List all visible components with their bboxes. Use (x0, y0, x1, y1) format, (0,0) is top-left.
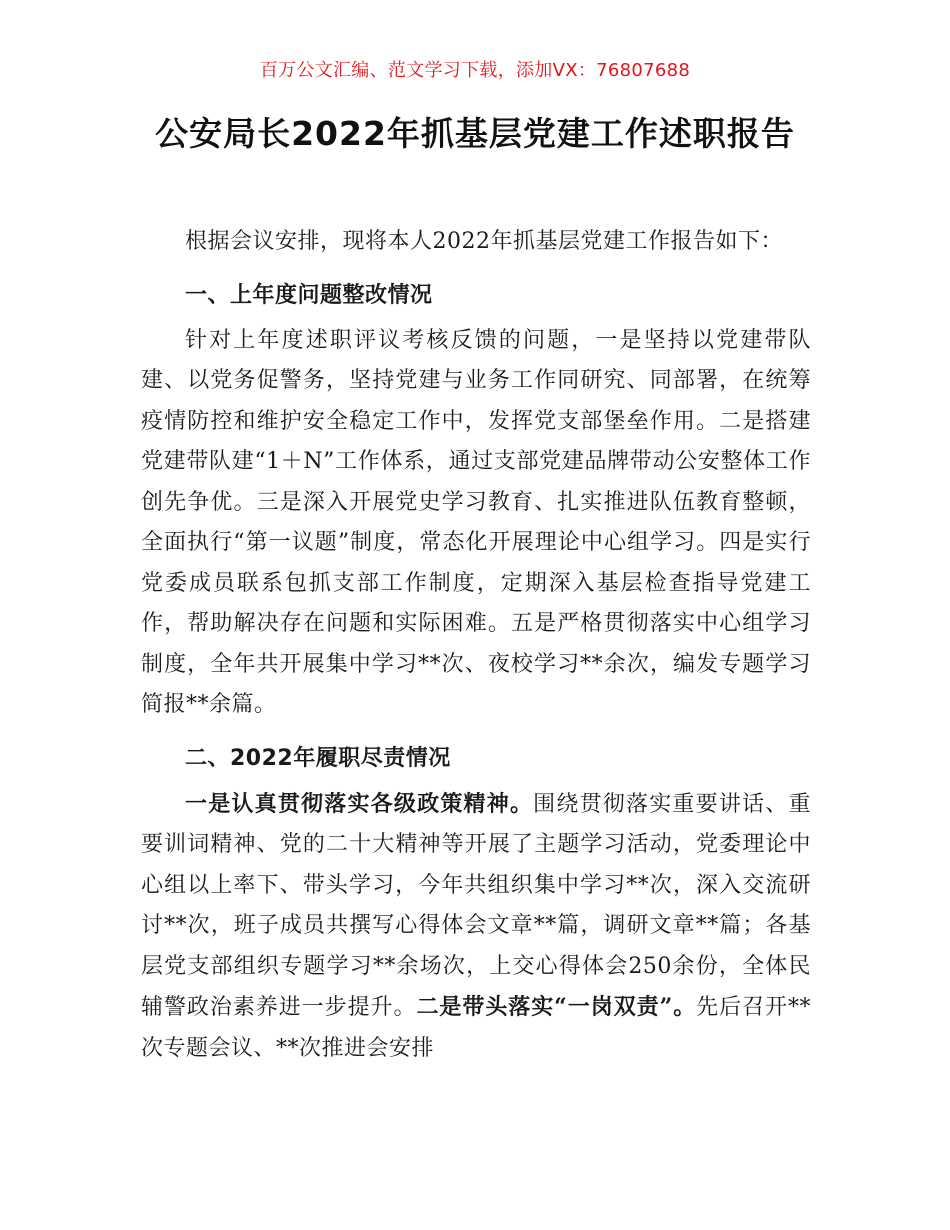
header-watermark-note: 百万公文汇编、范文学习下载，添加VX：76807688 (259, 60, 691, 81)
body-text-2: 先后召开**次专题会议、**次推进会安排 (141, 995, 811, 1061)
lead-sentence-2: 二是带头落实“一岗双责”。 (416, 994, 697, 1020)
lead-sentence-1: 一是认真贯彻落实各级政策精神。 (185, 790, 534, 817)
section-2-heading: 二、2022年履职尽责情况 (185, 745, 451, 771)
section-2-paragraph (141, 784, 811, 1070)
document-title: 公安局长2022年抓基层党建工作述职报告 (155, 114, 795, 153)
body-text-1: 围绕贯彻落实重要讲话、重要训词精神、党的二十大精神等开展了主题学习活动，党委理论中心组以上率下、带头学习，今年共组织集中学习**次，深入交流研讨**次，班子成员共撰写心得体会文章**篇，调研文章**篇；各基层党支部组织专题学习**余场次，上交心得体会250余份，全体民辅警政治素养进一步提升。 (141, 791, 811, 1020)
intro-paragraph: 根据会议安排，现将本人2022年抓基层党建工作报告如下： (185, 229, 783, 254)
document-body (141, 222, 811, 1069)
section-1-heading: 一、上年度问题整改情况 (185, 282, 433, 308)
section-1-paragraph: 针对上年度述职评议考核反馈的问题，一是坚持以党建带队建、以党务促警务，坚持党建与业务工作同研究、同部署，在统筹疫情防控和维护安全稳定工作中，发挥党支部堡垒作用。二是搭建党建带队建“1＋N”工作体系，通过支部党建品牌带动公安整体工作创先争优。三是深入开展党史学习教育、扎实推进队伍教育整顿，全面执行“第一议题”制度，常态化开展理论中心组学习。四是实行党委成员联系包抓支部工作制度，定期深入基层检查指导党建工作，帮助解决存在问题和实际困难。五是严格贯彻落实中心组学习制度，全年共开展集中学习**次、夜校学习**余次，编发专题学习简报**余篇。 (141, 327, 811, 717)
